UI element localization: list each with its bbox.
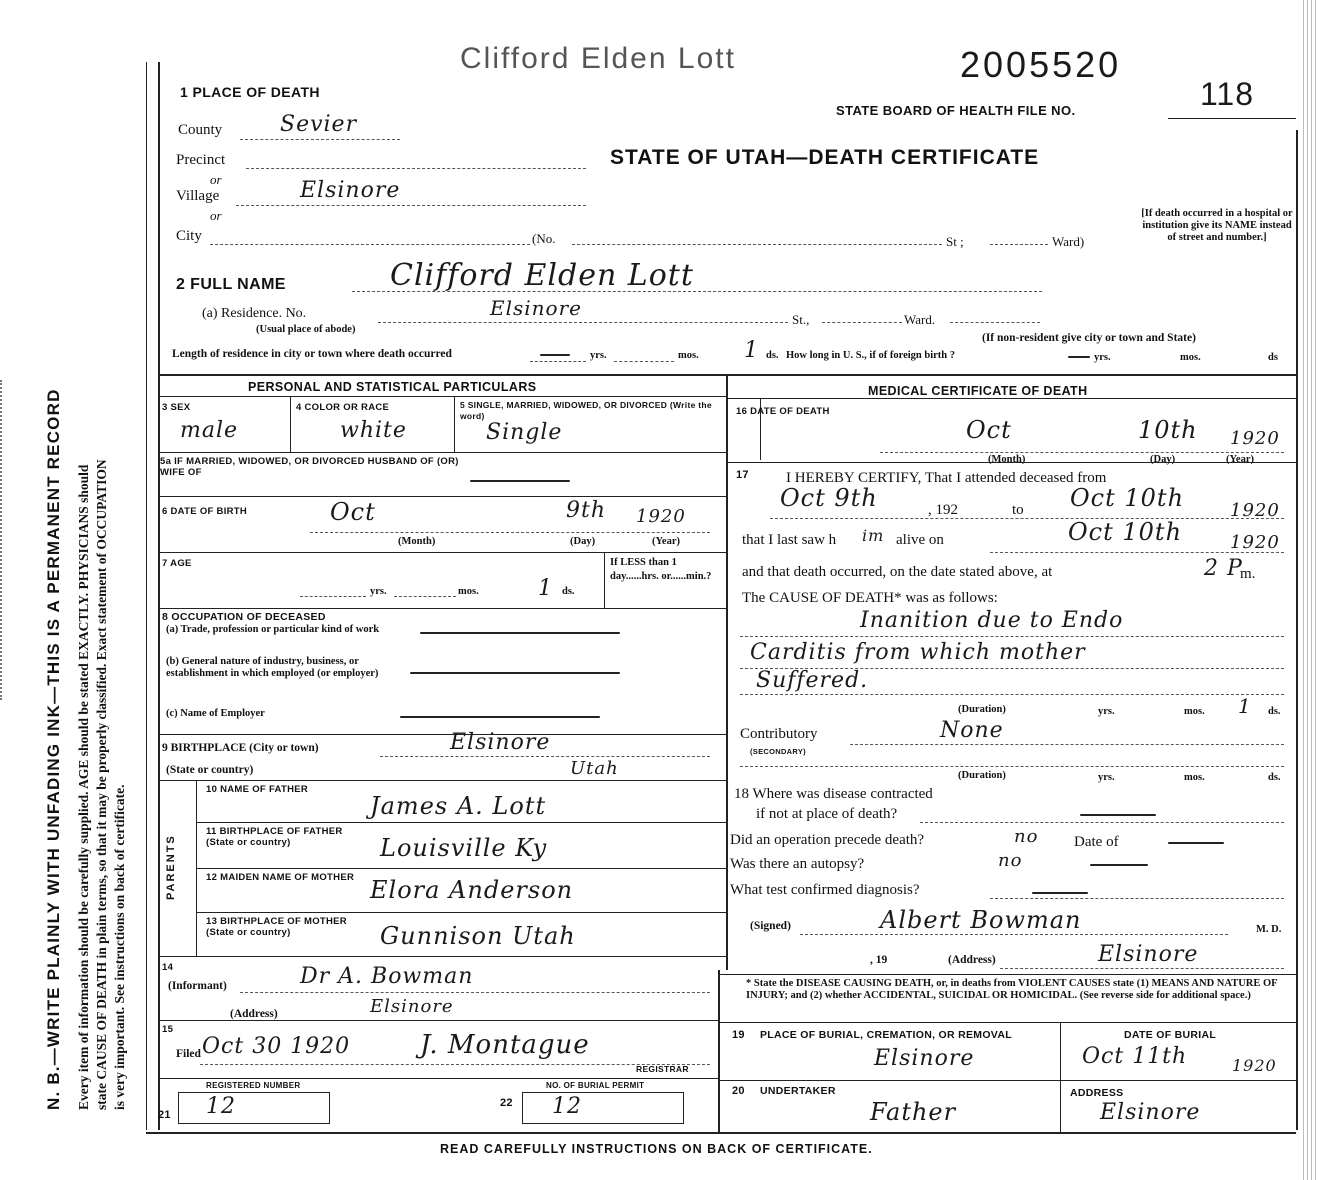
autopsy-value: no bbox=[998, 850, 1023, 871]
autopsy-dash bbox=[1090, 864, 1148, 866]
contributory-line bbox=[850, 744, 1284, 745]
num-21: 21 bbox=[158, 1109, 171, 1121]
occupation-b-dash bbox=[410, 672, 620, 674]
contributory-line-2 bbox=[740, 766, 1284, 767]
birthplace-city: Elsinore bbox=[450, 730, 551, 755]
dob-year: 1920 bbox=[636, 506, 686, 527]
sig-address-value: Elsinore bbox=[1098, 942, 1199, 967]
num-17: 17 bbox=[736, 469, 749, 481]
binding-edge bbox=[0, 380, 16, 700]
cause-duration-mos: mos. bbox=[1184, 706, 1205, 717]
occupation-b: (b) General nature of industry, business, or establishment in which employed (or employer) bbox=[166, 656, 379, 679]
dod-day: 10th bbox=[1138, 416, 1198, 444]
reg-no-label: REGISTERED NUMBER bbox=[206, 1081, 301, 1090]
right-page-edge bbox=[1300, 0, 1319, 1180]
row-line-3 bbox=[158, 552, 726, 553]
left-heading-underline bbox=[158, 396, 726, 397]
county-label: County bbox=[178, 122, 223, 138]
cause-duration-ds: ds. bbox=[1268, 706, 1281, 717]
informant-address-value: Elsinore bbox=[370, 996, 454, 1017]
length-mos-line bbox=[614, 361, 674, 362]
sex-label: 3 SEX bbox=[162, 402, 191, 413]
occupation-c-dash bbox=[400, 716, 600, 718]
q18-label: 18 Where was disease contracted bbox=[734, 786, 933, 802]
dob-year-cap: (Year) bbox=[652, 536, 680, 547]
undertaker-label: UNDERTAKER bbox=[760, 1085, 836, 1097]
age-yrs-line bbox=[300, 596, 366, 597]
length-ds-value: 1 bbox=[744, 338, 759, 363]
marital-value: Single bbox=[486, 420, 563, 445]
attended-from-date: Oct 9th bbox=[780, 484, 878, 512]
autopsy-label: Was there an autopsy? bbox=[730, 856, 865, 872]
medical-footnote: * State the DISEASE CAUSING DEATH, or, in deaths from VIOLENT CAUSES state (1) MEANS AND NATURE OF INJURY; and (2) whether ACCIDENTAL, SUICIDAL OR HOMICIDAL. (See reverse side for additional space.) bbox=[746, 978, 1278, 1001]
dob-line bbox=[310, 532, 710, 533]
county-value: Sevier bbox=[280, 112, 358, 137]
form-right-border bbox=[1296, 130, 1298, 1130]
spouse-dash bbox=[470, 480, 570, 482]
full-name-value: Clifford Elden Lott bbox=[390, 258, 694, 293]
race-label: 4 COLOR OR RACE bbox=[296, 402, 390, 413]
cause-duration-ds-value: 1 bbox=[1238, 694, 1252, 718]
age-ds-label: ds. bbox=[562, 586, 575, 597]
medical-heading: MEDICAL CERTIFICATE OF DEATH bbox=[868, 384, 1088, 398]
test-label: What test confirmed diagnosis? bbox=[730, 882, 920, 898]
footnote-top-line bbox=[718, 974, 1296, 975]
non-resident-note: (If non-resident give city or town and State) bbox=[982, 332, 1196, 344]
left-margin-instructions bbox=[40, 50, 150, 1110]
usual-abode-label: (Usual place of abode) bbox=[256, 324, 356, 335]
less-than-label: If LESS than 1 day......hrs. or......min.? bbox=[610, 557, 712, 582]
filed-line bbox=[200, 1064, 710, 1065]
attended-to-date: Oct 10th bbox=[1070, 484, 1185, 512]
dob-day: 9th bbox=[566, 498, 607, 523]
birthplace-state: Utah bbox=[570, 758, 619, 779]
signed-value: Albert Bowman bbox=[880, 906, 1082, 934]
last-saw-date: Oct 10th bbox=[1068, 518, 1183, 546]
how-long-yrs: yrs. bbox=[1094, 352, 1111, 363]
father-label: 10 NAME OF FATHER bbox=[206, 784, 309, 795]
contrib-duration-yrs: yrs. bbox=[1098, 772, 1115, 783]
ward-label: Ward) bbox=[1052, 234, 1085, 249]
age-mos-line bbox=[394, 596, 456, 597]
length-yrs-line bbox=[530, 361, 586, 362]
cause-label: The CAUSE OF DEATH* was as follows: bbox=[742, 590, 998, 606]
burial-date-year: 1920 bbox=[1232, 1056, 1277, 1075]
dob-month-cap: (Month) bbox=[398, 536, 436, 547]
undertaker-num: 20 bbox=[732, 1085, 745, 1097]
mother-value: Elora Anderson bbox=[370, 876, 574, 904]
burial-place-value: Elsinore bbox=[874, 1046, 975, 1071]
contrib-duration-mos: mos. bbox=[1184, 772, 1205, 783]
birthplace-state-label: (State or country) bbox=[166, 764, 254, 776]
dod-line bbox=[880, 452, 1284, 453]
parents-vertical-label: PARENTS bbox=[165, 834, 177, 900]
precinct-label: Precinct bbox=[176, 152, 226, 168]
section-1-label: 1 PLACE OF DEATH bbox=[180, 84, 320, 100]
reg-no-value: 12 bbox=[206, 1094, 236, 1119]
age-label: 7 AGE bbox=[162, 558, 192, 569]
hospital-note: [If death occurred in a hospital or institution give its NAME instead of street and number.] bbox=[1141, 208, 1293, 243]
right-row-line-1 bbox=[726, 462, 1296, 463]
dob-label: 6 DATE OF BIRTH bbox=[162, 506, 248, 517]
reg-no-box bbox=[178, 1092, 330, 1124]
dod-label: 16 DATE OF DEATH bbox=[736, 406, 830, 417]
mother-label: 12 MAIDEN NAME OF MOTHER bbox=[206, 872, 355, 883]
certificate-title: STATE OF UTAH—DEATH CERTIFICATE bbox=[610, 146, 1040, 169]
cause-line-1-rule bbox=[740, 636, 1284, 637]
dod-month-cap: (Month) bbox=[988, 454, 1026, 465]
signed-line bbox=[800, 934, 1228, 935]
mother-bp-label: 13 BIRTHPLACE OF MOTHER (State or country) bbox=[206, 916, 347, 938]
attended-line bbox=[770, 518, 1284, 519]
city-label: City bbox=[176, 228, 202, 244]
form-inner-left-border bbox=[146, 62, 147, 1130]
dod-month: Oct bbox=[966, 416, 1012, 444]
sex-divider bbox=[290, 396, 291, 452]
residence-ward-label: Ward. bbox=[904, 312, 936, 327]
residence-ward-line bbox=[950, 322, 1040, 323]
last-saw-end: alive on bbox=[896, 532, 944, 548]
county-line bbox=[240, 139, 400, 140]
row-line-8 bbox=[158, 1020, 718, 1021]
dob-month: Oct bbox=[330, 498, 376, 526]
attended-to-year: 1920 bbox=[1230, 500, 1280, 521]
marital-label: 5 SINGLE, MARRIED, WIDOWED, OR DIVORCED (Write the word) bbox=[460, 400, 712, 421]
informant-address-label: (Address) bbox=[230, 1008, 278, 1020]
sig-address-label: (Address) bbox=[948, 954, 996, 966]
date-of-label: Date of bbox=[1074, 834, 1119, 850]
attended-from-year-prefix: , 192 bbox=[928, 502, 958, 518]
contrib-duration-ds: ds. bbox=[1268, 772, 1281, 783]
form-left-border bbox=[158, 62, 160, 1130]
filed-value: Oct 30 1920 bbox=[202, 1034, 351, 1059]
row-line-6 bbox=[158, 780, 726, 781]
date-of-dash bbox=[1168, 842, 1224, 844]
or-2: or bbox=[210, 208, 222, 223]
full-name-label: 2 FULL NAME bbox=[176, 276, 286, 293]
burial-divider bbox=[1060, 1022, 1061, 1132]
occurred-time: 2 P bbox=[1204, 556, 1243, 581]
last-saw-year: 1920 bbox=[1230, 532, 1280, 553]
row-line-5 bbox=[158, 734, 726, 735]
how-long-dash bbox=[1068, 356, 1090, 358]
q18-label-2: if not at place of death? bbox=[756, 806, 898, 822]
contributory-label: Contributory bbox=[740, 726, 818, 742]
file-no-underline bbox=[1168, 118, 1296, 119]
operation-value: no bbox=[1014, 826, 1039, 847]
cause-line-3-rule bbox=[740, 694, 1284, 695]
length-of-residence-label: Length of residence in city or town where death occurred bbox=[172, 348, 452, 360]
test-line bbox=[990, 898, 1284, 899]
city-line bbox=[210, 244, 530, 245]
informant-label: (Informant) bbox=[168, 980, 227, 992]
test-dash bbox=[1032, 892, 1088, 894]
margin-line-3: state CAUSE OF DEATH in plain terms, so that it may be properly classified. Exact statement of OCCUPATION bbox=[94, 459, 109, 1110]
occurred-text: and that death occurred, on the date stated above, at bbox=[742, 564, 1053, 580]
cause-duration-label: (Duration) bbox=[958, 704, 1006, 715]
dod-year-cap: (Year) bbox=[1226, 454, 1254, 465]
no-line bbox=[572, 244, 942, 245]
length-mos-label: mos. bbox=[678, 350, 699, 361]
precinct-line bbox=[246, 168, 586, 169]
birthplace-label: 9 BIRTHPLACE (City or town) bbox=[162, 742, 319, 754]
father-bp-label: 11 BIRTHPLACE OF FATHER (State or country) bbox=[206, 826, 343, 848]
signed-year-19: , 19 bbox=[870, 954, 888, 966]
no-label: (No. bbox=[532, 231, 556, 246]
spouse-label: 5a IF MARRIED, WIDOWED, OR DIVORCED HUSBAND OF (OR) WIFE OF bbox=[160, 456, 459, 478]
margin-line-2: Every item of information should be carefully supplied. AGE should be stated EXACTLY. PHYSICIANS should bbox=[76, 464, 91, 1110]
race-divider bbox=[454, 396, 455, 452]
q18-line bbox=[920, 822, 1284, 823]
registrar-label: REGISTRAR bbox=[636, 1064, 689, 1074]
residence-value: Elsinore bbox=[490, 296, 582, 320]
center-divider-lower bbox=[718, 970, 720, 1132]
undertaker-address-value: Elsinore bbox=[1100, 1100, 1201, 1125]
race-value: white bbox=[340, 418, 407, 443]
age-divider bbox=[604, 552, 605, 608]
village-line bbox=[236, 205, 586, 206]
length-yrs-label: yrs. bbox=[590, 350, 607, 361]
undertaker-address-label: ADDRESS bbox=[1070, 1087, 1124, 1099]
burial-place-label: PLACE OF BURIAL, CREMATION, OR REMOVAL bbox=[760, 1029, 1012, 1041]
operation-label: Did an operation precede death? bbox=[730, 832, 925, 848]
last-saw-pronoun: im bbox=[862, 526, 885, 545]
burial-date-label: DATE OF BURIAL bbox=[1124, 1029, 1217, 1041]
mother-bp-value: Gunnison Utah bbox=[380, 922, 576, 950]
burial-permit-label: NO. OF BURIAL PERMIT bbox=[546, 1081, 645, 1090]
last-saw-text: that I last saw h bbox=[742, 532, 837, 548]
cause-duration-yrs: yrs. bbox=[1098, 706, 1115, 717]
sex-value: male bbox=[180, 418, 239, 443]
dod-day-cap: (Day) bbox=[1150, 454, 1176, 465]
burial-permit-box bbox=[522, 1092, 684, 1124]
residence-line bbox=[378, 322, 788, 323]
residence-st-label: St., bbox=[792, 312, 810, 327]
informant-line bbox=[240, 992, 710, 993]
registrar-signature: J. Montague bbox=[420, 1030, 590, 1060]
residence-label: (a) Residence. No. bbox=[202, 306, 307, 321]
personal-heading: PERSONAL AND STATISTICAL PARTICULARS bbox=[248, 380, 537, 394]
last-saw-line bbox=[990, 552, 1284, 553]
age-yrs-label: yrs. bbox=[370, 586, 387, 597]
file-no-label: STATE BOARD OF HEALTH FILE NO. bbox=[836, 103, 1076, 118]
row-line-9 bbox=[158, 1078, 718, 1079]
occurred-suffix: m. bbox=[1240, 566, 1256, 582]
occupation-c: (c) Name of Employer bbox=[166, 708, 265, 719]
top-handwritten-name: Clifford Elden Lott bbox=[460, 42, 736, 75]
row-line-4 bbox=[158, 608, 726, 609]
birthplace-line bbox=[380, 756, 710, 757]
village-label: Village bbox=[176, 188, 220, 204]
length-ds-label: ds. bbox=[766, 350, 779, 361]
dob-day-cap: (Day) bbox=[570, 536, 596, 547]
undertaker-value: Father bbox=[870, 1098, 957, 1126]
footnote-bottom-line bbox=[718, 1022, 1296, 1023]
margin-line-4: is very important. See instructions on back of certificate. bbox=[112, 784, 127, 1110]
occupation-a: (a) Trade, profession or particular kind of work bbox=[166, 624, 380, 635]
stamp-number: 2005520 bbox=[960, 44, 1122, 85]
village-value: Elsinore bbox=[300, 178, 401, 203]
st-label: St ; bbox=[946, 234, 964, 249]
file-no-value: 118 bbox=[1200, 76, 1255, 112]
row-line-1 bbox=[158, 452, 726, 453]
age-ds-value: 1 bbox=[538, 576, 553, 601]
row-line-7 bbox=[158, 956, 726, 957]
father-value: James A. Lott bbox=[370, 792, 547, 820]
footer-instructions: READ CAREFULLY INSTRUCTIONS ON BACK OF CERTIFICATE. bbox=[440, 1142, 873, 1156]
residence-st-line bbox=[822, 322, 902, 323]
signed-label: (Signed) bbox=[750, 920, 791, 932]
contributory-value: None bbox=[940, 718, 1004, 743]
num-22: 22 bbox=[500, 1097, 513, 1109]
filed-num: 15 bbox=[162, 1024, 174, 1035]
cause-line-3: Suffered. bbox=[756, 668, 869, 693]
informant-value: Dr A. Bowman bbox=[300, 964, 474, 989]
margin-nb-line: N. B.—WRITE PLAINLY WITH UNFADING INK—THIS IS A PERMANENT RECORD bbox=[44, 388, 63, 1110]
length-yrs-dash bbox=[540, 354, 570, 356]
form-bottom-border bbox=[146, 1132, 1296, 1134]
center-divider bbox=[726, 374, 728, 970]
cause-line-1: Inanition due to Endo bbox=[860, 608, 1124, 633]
burial-num: 19 bbox=[732, 1029, 745, 1041]
burial-date-value: Oct 11th bbox=[1082, 1044, 1188, 1069]
how-long-label: How long in U. S., if of foreign birth ? bbox=[786, 350, 955, 361]
attended-to-label: to bbox=[1012, 502, 1024, 518]
father-bp-value: Louisville Ky bbox=[380, 834, 548, 862]
contrib-duration-label: (Duration) bbox=[958, 770, 1006, 781]
burial-row-line bbox=[718, 1080, 1296, 1081]
occupation-a-dash bbox=[420, 632, 620, 634]
secondary-label: (SECONDARY) bbox=[750, 747, 806, 756]
cause-line-2: Carditis from which mother bbox=[750, 640, 1086, 665]
right-heading-underline bbox=[726, 398, 1296, 399]
sig-address-line bbox=[1000, 968, 1284, 969]
certify-text: I HEREBY CERTIFY, That I attended deceased from bbox=[786, 470, 1107, 486]
mother-line bbox=[196, 912, 726, 913]
father-line bbox=[196, 822, 726, 823]
burial-permit-value: 12 bbox=[552, 1094, 582, 1119]
how-long-ds: ds bbox=[1268, 352, 1278, 363]
md-label: M. D. bbox=[1256, 924, 1282, 935]
informant-num: 14 bbox=[162, 962, 174, 973]
or-1: or bbox=[210, 172, 222, 187]
occupation-label: 8 OCCUPATION OF DECEASED bbox=[162, 611, 326, 623]
filed-label: Filed bbox=[176, 1048, 201, 1060]
how-long-mos: mos. bbox=[1180, 352, 1201, 363]
ward-line bbox=[990, 244, 1048, 245]
q18-dash bbox=[1080, 814, 1156, 816]
dod-year: 1920 bbox=[1230, 428, 1280, 449]
age-mos-label: mos. bbox=[458, 586, 479, 597]
father-bp-line bbox=[196, 868, 726, 869]
row-line-2 bbox=[158, 496, 726, 497]
